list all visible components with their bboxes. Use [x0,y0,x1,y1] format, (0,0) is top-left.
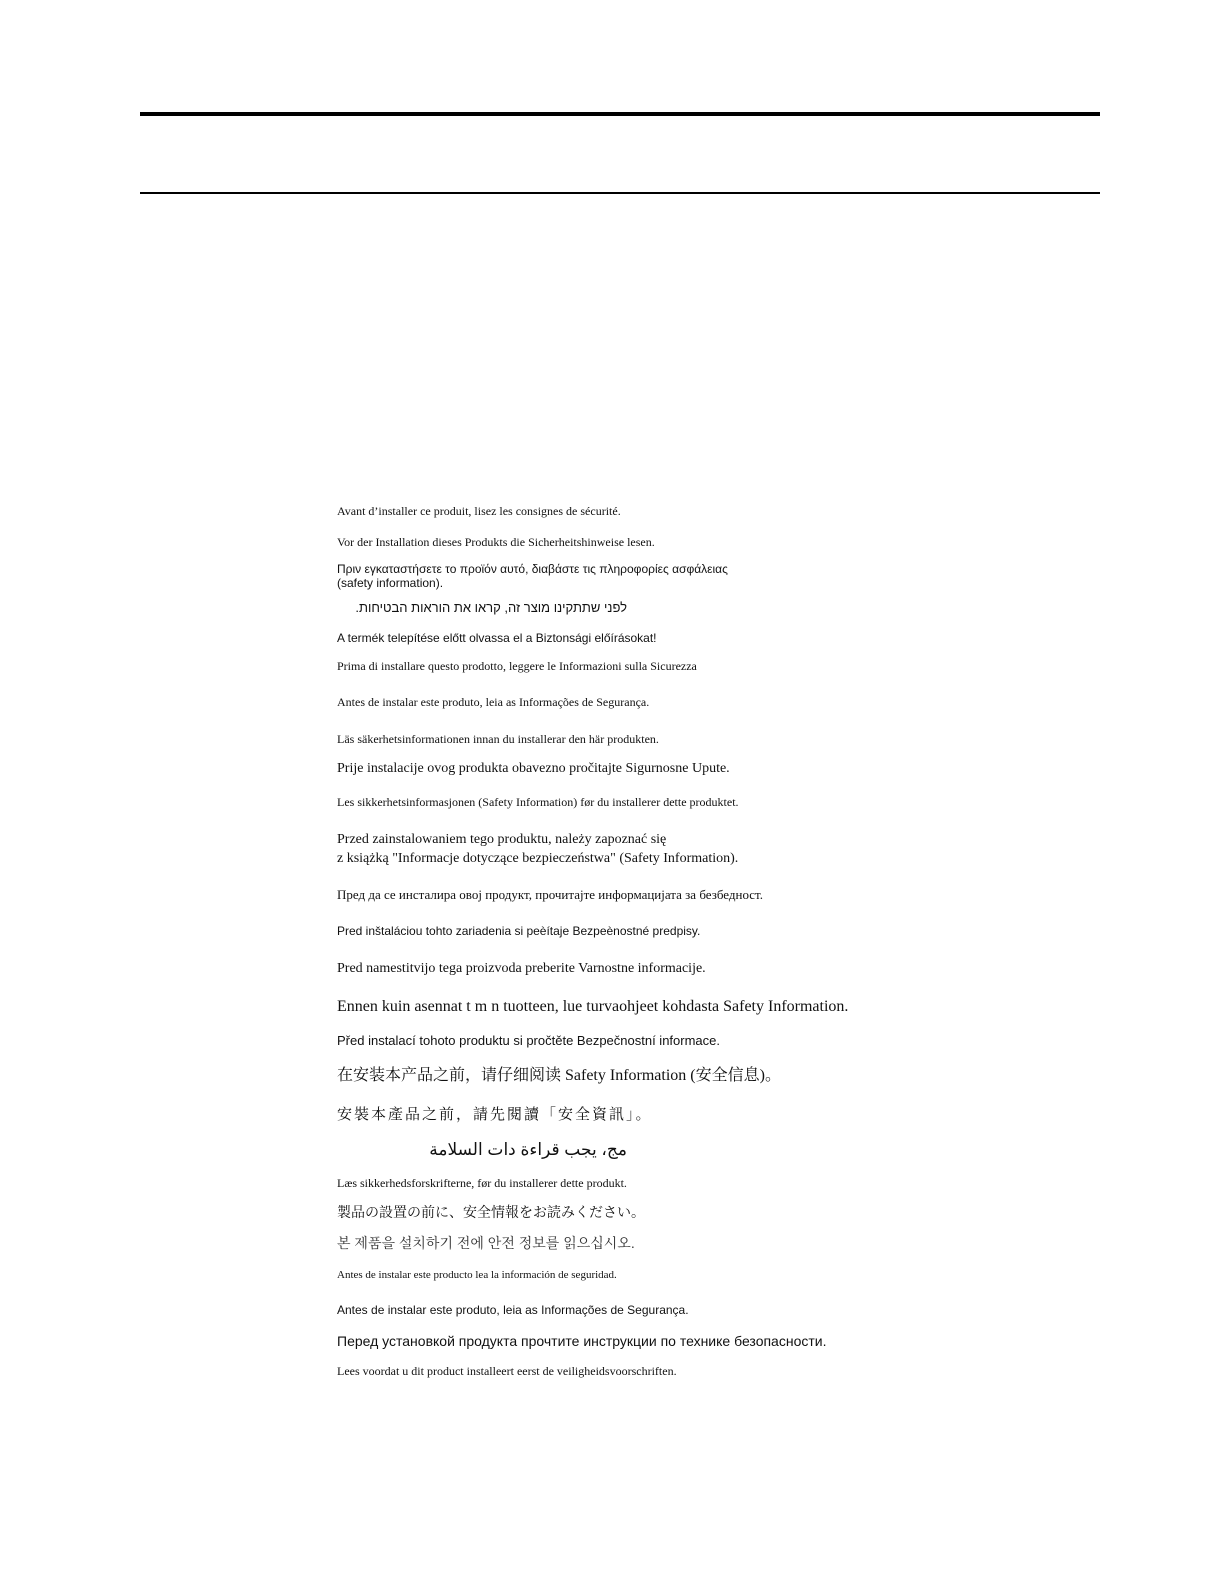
notice-slovenian: Pred namestitvijo tega proizvoda preberite Varnostne informacije. [337,961,706,976]
notice-finnish: Ennen kuin asennat t m n tuotteen, lue turvaohjeet kohdasta Safety Information. [337,998,849,1015]
notice-croatian: Prije instalacije ovog produkta obavezno pročitajte Sigurnosne Upute. [337,761,730,776]
notice-german: Vor der Installation dieses Produkts die Sicherheitshinweise lesen. [337,535,655,549]
notice-portuguese-br: Antes de instalar este produto, leia as Informações de Segurança. [337,695,650,709]
notice-french: Avant d’installer ce produit, lisez les consignes de sécurité. [337,504,621,518]
notice-polish: Przed zainstalowaniem tego produktu, należy zapoznać się z książką "Informacje dotyczące bezpieczeństwa" (Safety Information). [337,832,739,866]
notice-spanish: Antes de instalar este producto lea la información de seguridad. [337,1269,617,1281]
notice-russian: Перед установкой продукта прочтите инструкции по технике безопасности. [337,1333,827,1349]
notice-japanese: 製品の設置の前に、安全情報をお読みください。 [337,1204,645,1220]
notice-macedonian: Пред да се инсталира овој продукт, прочитајте информацијата за безбедност. [337,887,763,902]
notice-hungarian: A termék telepítése előtt olvassa el a Biztonsági előírásokat! [337,631,657,645]
notice-hebrew: לפני שתתקינו מוצר זה, קראו את הוראות הבטיחות. [355,600,627,615]
notice-czech: Před instalací tohoto produktu si pročtěte Bezpečnostní informace. [337,1033,720,1048]
notice-dutch: Lees voordat u dit product installeert eerst de veiligheidsvoorschriften. [337,1364,677,1378]
notice-chinese-simplified: 在安装本产品之前，请仔细阅读 Safety Information (安全信息)。 [337,1067,781,1084]
notice-slovak: Pred inštaláciou tohto zariadenia si peèítaje Bezpeènostné predpisy. [337,924,701,938]
notice-italian: Prima di installare questo prodotto, leggere le Informazioni sulla Sicurezza [337,659,697,673]
notice-danish: Læs sikkerhedsforskrifterne, før du installerer dette produkt. [337,1176,627,1190]
notice-norwegian: Les sikkerhetsinformasjonen (Safety Information) før du installerer dette produktet. [337,795,739,809]
notice-korean: 본 제품을 설치하기 전에 안전 정보를 읽으십시오. [337,1235,635,1251]
notice-portuguese: Antes de instalar este produto, leia as Informações de Segurança. [337,1303,689,1317]
header-rule-bottom [140,192,1100,194]
header-rule-top [140,112,1100,116]
notice-greek: Πριν εγκαταστήσετε το προϊόν αυτό, διαβάστε τις πληροφορίες ασφάλειας (safety information). [337,562,728,590]
notice-chinese-traditional: 安裝本產品之前，請先閱讀「安全資訊」。 [337,1107,653,1123]
notice-swedish: Läs säkerhetsinformationen innan du installerar den här produkten. [337,732,659,746]
notice-arabic: مج، يجب قراءة دات السلامة [429,1140,627,1159]
